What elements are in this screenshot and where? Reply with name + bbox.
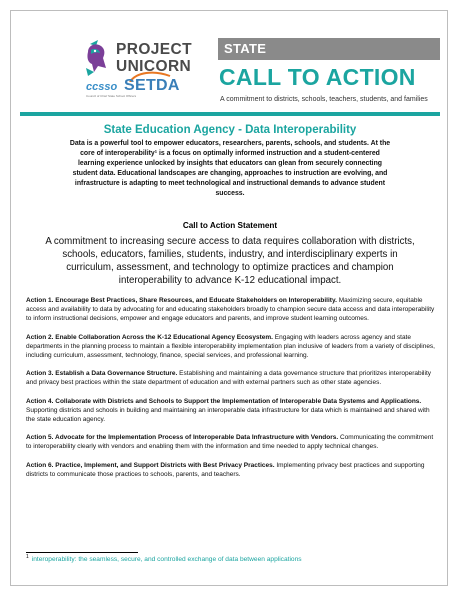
intro-line: core of interoperability¹ is a focus on optimally informed instruction and a student-centered [80,150,380,157]
action-item [26,397,436,425]
action-lead: Action 3. Establish a Data Governance Structure. [26,370,178,378]
cta-line: schools, educators, families, students, industry, and interdisciplinary experts in [62,249,398,260]
cta-statement-heading: Call to Action Statement [182,221,278,230]
state-band: STATE [218,38,440,60]
logo-text-unicorn: UNICORN [116,58,192,75]
action-body: Maximizing secure, equitable access and availability to data by advocating for and educating stakeholders broadly to champion secure data access and data interoperability to inform instructional decisions, empower and engage educators and parents, and improve student learning outcomes. [26,297,435,323]
action-body: Implementing privacy best practices and supporting districts to communicate those practices to schools, parents, and teachers. [26,461,425,478]
action-body: Communicating the commitment to interoperability clearly with vendors and enabling them with the information and time needed to apply technical changes. [26,434,434,451]
call-to-action-title: CALL TO ACTION [219,64,416,90]
intro-line: student data. Educational landscapes are changing, approaches to instruction are evolving, and [72,170,388,177]
action-lead: Action 5. Advocate for the Implementation Process of Interoperable Data Infrastructure with Vendors. [26,434,339,442]
intro-line: Data is a powerful tool to empower educators, researchers, parents, schools, and students. At the [69,140,391,147]
action-body: Engaging with leaders across agency and state departments in the planning process to maintain a flexible interoperability implementation plan inclusive of leaders from a variety of disciplines, including curriculum, assessment, technology, finance, special services, and professional learning. [26,333,435,360]
document-title: State Education Agency - Data Interoperability [103,124,357,136]
cta-statement [26,235,434,287]
action-body: Supporting districts and schools in building and maintaining an interoperable data infrastructure for data which is maintained and shared with the state education agency. [26,406,430,424]
logo-text-project: PROJECT [116,41,193,58]
action-item [26,296,436,324]
call-to-action-subtitle: A commitment to districts, schools, teachers, students, and families [220,96,428,103]
action-item [26,433,436,451]
setda-logo: SETDA [124,77,180,94]
footnote [26,555,302,564]
action-lead: Action 4. Collaborate with Districts and Schools to Support the Implementation of Interoperable Data Systems and Applications. [26,397,422,405]
action-lead: Action 2. Enable Collaboration Across the K-12 Educational Agency Ecosystem. [26,333,273,341]
action-lead: Action 6. Practice, Implement, and Support Districts with Best Privacy Practices. [26,461,275,469]
cta-line: curriculum, assessment, and technology to optimize practices and champion [66,262,394,273]
footnote-rule [26,552,138,553]
cta-line: interoperability to advance K-12 educational impact. [118,275,342,286]
action-lead: Action 1. Encourage Best Practices, Share Resources, and Educate Stakeholders on Interoperability. [26,297,337,304]
action-item [26,333,436,361]
project-unicorn-logo [84,38,214,104]
footnote-marker: 1 [26,554,29,560]
action-item [26,369,436,387]
action-item [26,461,436,479]
footnote-text: interoperability: the seamless, secure, and controlled exchange of data between applications [31,556,302,564]
ccsso-logo-tagline: Council of Chief State School Officers [86,94,137,98]
intro-line: success. [215,190,245,197]
actions-list [26,296,436,488]
ccsso-logo: ccsso [86,81,118,93]
intro-line: learning experience unlocked by insights that educators can glean from securely connecting [77,160,383,167]
cta-line: A commitment to increasing secure access to data requires collaboration with districts, [45,236,415,247]
action-body: Establishing and maintaining a data governance structure that prioritizes interoperability and privacy best practices within the state department of education and with external partners such as other state agencies. [26,370,432,387]
intro-line: infrastructure is adapting to meet technological and instructional demands to advance student [74,180,386,187]
header-rule [20,112,440,116]
intro-paragraph [26,139,434,199]
unicorn-icon [84,38,114,78]
